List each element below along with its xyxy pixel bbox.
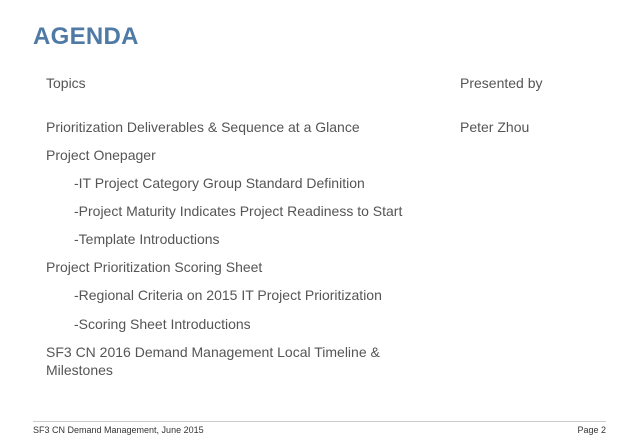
page-title: AGENDA bbox=[33, 23, 139, 50]
agenda-item: Project Prioritization Scoring Sheet bbox=[46, 259, 263, 275]
agenda-subitem: -IT Project Category Group Standard Definition bbox=[74, 175, 365, 191]
agenda-item: SF3 CN 2016 Demand Management Local Timeline & Milestones bbox=[46, 344, 380, 378]
presented-by-header: Presented by bbox=[460, 75, 543, 91]
footer-caption: SF3 CN Demand Management, June 2015 bbox=[33, 425, 204, 435]
footer-divider bbox=[33, 421, 606, 422]
topics-header: Topics bbox=[46, 75, 86, 91]
agenda-presenter: Peter Zhou bbox=[460, 119, 530, 135]
agenda-item: Project Onepager bbox=[46, 147, 156, 163]
agenda-item: Prioritization Deliverables & Sequence at a Glance bbox=[46, 119, 360, 135]
agenda-subitem: -Regional Criteria on 2015 IT Project Prioritization bbox=[74, 287, 382, 303]
agenda-subitem: -Template Introductions bbox=[74, 231, 220, 247]
page-number: Page 2 bbox=[577, 425, 606, 435]
agenda-subitem: -Project Maturity Indicates Project Readiness to Start bbox=[74, 203, 403, 219]
agenda-subitem: -Scoring Sheet Introductions bbox=[74, 316, 251, 332]
